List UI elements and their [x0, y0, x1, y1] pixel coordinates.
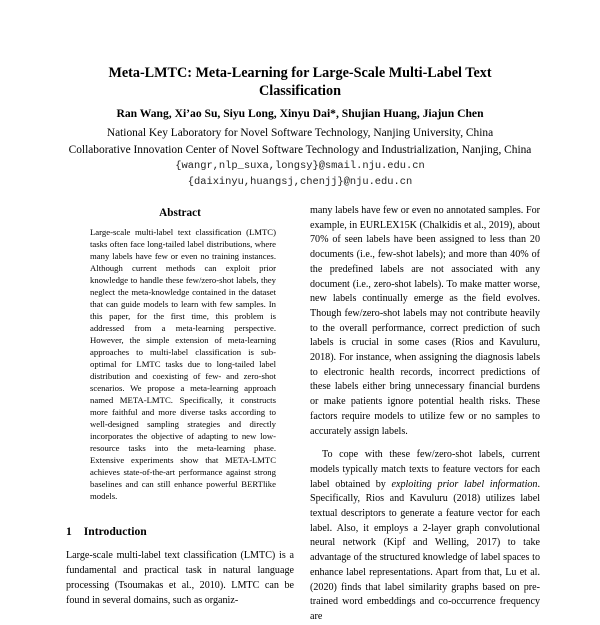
- email-line-1: {wangr,nlp_suxa,longsy}@smail.nju.edu.cn: [175, 160, 425, 172]
- right-paragraph-2-part-1: To cope with these few/zero-shot labels, current models typically match texts to feature vectors for each label obtained by: [310, 449, 540, 490]
- abstract-text: [90, 226, 276, 502]
- paper-title: Meta-LMTC: Meta-Learning for Large-Scale Multi-Label Text Classification: [108, 65, 492, 99]
- section-heading-introduction: [66, 525, 147, 538]
- right-paragraph-2: [310, 448, 540, 624]
- affiliation-1: National Key Laboratory for Novel Software Technology, Nanjing University, China: [106, 127, 494, 139]
- right-paragraph-1: many labels have few or even no annotated samples. For example, in EURLEX15K (Chalkidis et al., 2019), about 70% of seen labels have been assigned to less than 20 documents (i.e., few-shot labels); and more than 40% of the predefined labels are not associated with any document (i.e., zero-shot labels). To make matter worse, new labels continually emerge as the field evolves. Though few/zero-shot labels may not contribute heavily to the overall performance, correct prediction of such labels is crucial in some cases (Rios and Kavuluru, 2018). For instance, when assigning the diagnosis labels to electronic health records, incorrect predictions of these labels either bring unnecessary financial burdens or make patients ignore potential health risks. These factors require models to utilize few or no samples to accurately assign labels.: [310, 205, 540, 437]
- emphasis-prior-label-info: exploiting prior label information: [391, 478, 538, 490]
- affiliation-2: Collaborative Innovation Center of Novel Software Technology and Industrialization, Nanjing, China: [68, 144, 532, 156]
- right-column: [310, 204, 540, 625]
- method-name-2: META-LMTC: [225, 455, 276, 465]
- section-number: 1: [66, 525, 72, 538]
- email-line-2: {daixinyu,huangsj,chenjj}@nju.edu.cn: [187, 176, 413, 188]
- author-list: Ran Wang, Xi’ao Su, Siyu Long, Xinyu Dai*, Shujian Huang, Jiajun Chen: [116, 107, 484, 120]
- abstract-text-part-3: achieves state-of-the-art performance against strong baselines and can still enhance powerful BERTlike models.: [90, 467, 276, 501]
- abstract-text-part-1: Large-scale multi-label text classification (LMTC) tasks often face long-tailed label distributions, where many labels have few or even no training instances. Although current methods can exploit prior knowledge to handle these few/zero-shot labels, they neglect the meta-knowledge contained in the dataset that can guide models to learn with few samples. In this paper, for the first time, this problem is addressed from a meta-learning perspective. However, the simple extension of meta-learning approaches to multi-label classification is sub-optimal for LMTC tasks due to long-tailed label distribution and coexisting of few- and zero-shot scenarios. We propose a meta-learning approach named: [90, 227, 276, 405]
- right-paragraph-2-part-2: . Specifically, Rios and Kavuluru (2018) utilizes label textual descriptors to generate a feature vector for each label. Also, it employs a 2-layer graph convolutional neural network (Kipf and Welling, 2017) to take advantage of the structured knowledge of label spaces to enhance label representations. Apart from that, Lu et al. (2020) finds that label similarity graphs based on pre-trained word embeddings and co-occurrence frequency are: [310, 478, 540, 622]
- abstract-text-part-2: . Specifically, it constructs more faithful and more diverse tasks according to well-designed sampling strategies and directly incorporates the objective of adapting to new low-resource tasks into the meta-learning phase. Extensive experiments show that: [90, 395, 276, 465]
- abstract-heading: Abstract: [159, 207, 201, 219]
- section-title: Introduction: [83, 525, 147, 538]
- introduction-text: Large-scale multi-label text classification (LMTC) is a fundamental and practical task in natural language processing (Tsoumakas et al., 2010). LMTC can be found in several domains, such as organiz-: [66, 550, 294, 606]
- method-name: META-LMTC: [119, 395, 171, 405]
